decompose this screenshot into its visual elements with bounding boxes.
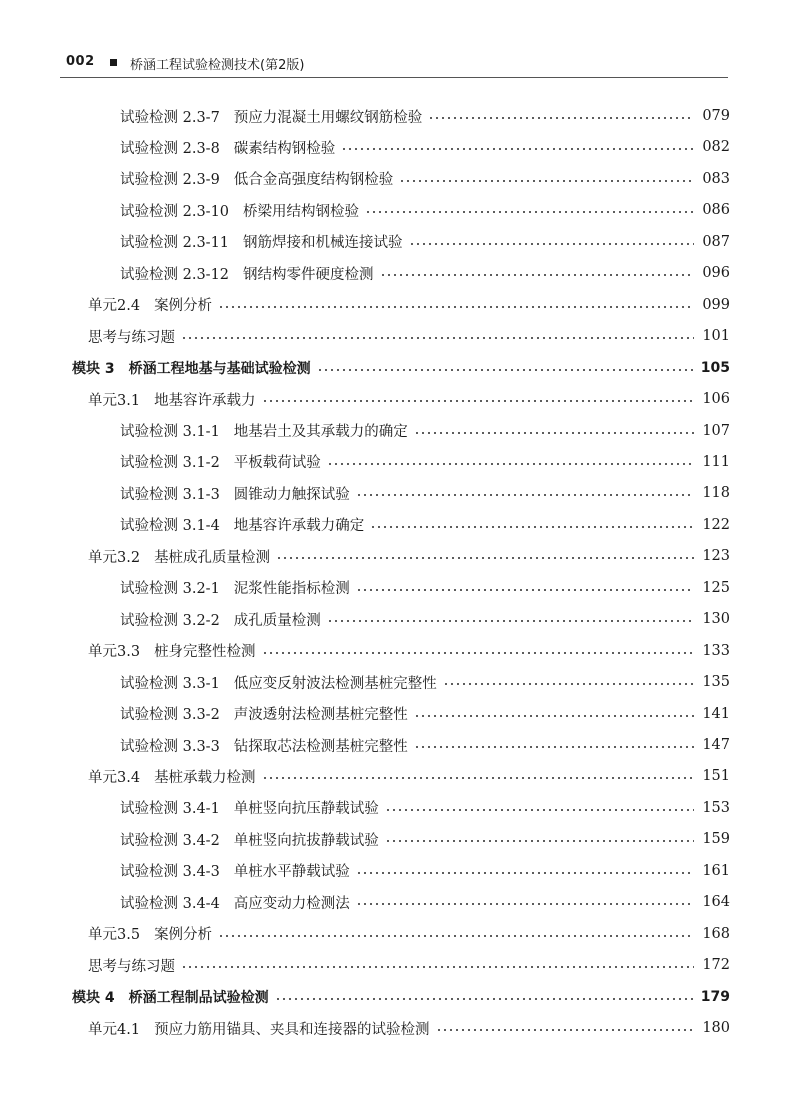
dot-leader: [276, 557, 694, 559]
toc-test-entry[interactable]: [120, 670, 730, 694]
toc-entry-title: 成孔质量检测: [233, 612, 321, 629]
toc-entry-number: 试验检测 2.3-8: [120, 140, 220, 157]
toc-unit-entry[interactable]: [88, 293, 730, 317]
toc-entry-page: 086: [702, 202, 730, 219]
toc-test-entry[interactable]: [120, 702, 730, 726]
toc-entry-page: 099: [702, 296, 730, 313]
toc-test-entry[interactable]: [120, 135, 730, 159]
toc-test-entry[interactable]: [120, 733, 730, 757]
toc-entry-number: 试验检测 3.4-2: [120, 832, 220, 849]
toc-entry-page: 083: [702, 170, 730, 187]
toc-test-entry[interactable]: [120, 481, 730, 505]
toc-entry-number: 试验检测 2.3-10: [120, 203, 230, 220]
toc-entry-number: 试验检测 3.4-1: [120, 801, 220, 818]
toc-entry-page: 159: [702, 831, 730, 848]
toc-entry-page: 105: [700, 359, 730, 376]
dot-leader: [436, 1029, 694, 1031]
toc-entry-number: 试验检测 3.2-2: [120, 612, 220, 629]
toc-entry-page: 180: [702, 1020, 730, 1037]
toc-test-entry[interactable]: [120, 576, 730, 600]
toc-unit-entry[interactable]: [88, 922, 730, 946]
toc-entry-title: 钢结构零件硬度检测: [243, 266, 374, 283]
toc-entry-title: 声波透射法检测基桩完整性: [233, 707, 408, 724]
toc-entry-page: 123: [702, 548, 730, 565]
dot-leader: [327, 463, 694, 465]
toc-entry-number: 试验检测 2.3-11: [120, 235, 230, 252]
toc-unit-entry[interactable]: [88, 324, 730, 348]
toc-entry-number: 单元3.5: [88, 927, 141, 944]
dot-leader: [409, 243, 694, 245]
toc-entry-page: 133: [702, 642, 730, 659]
toc-entry-page: 079: [702, 108, 730, 124]
toc-entry-title: 地基容许承载力确定: [233, 518, 365, 535]
dot-leader: [356, 903, 694, 905]
toc-entry-number: 试验检测 3.1-3: [120, 486, 220, 503]
toc-unit-entry[interactable]: [88, 544, 730, 568]
toc-entry-page: 168: [702, 925, 730, 942]
toc-test-entry[interactable]: [120, 419, 730, 443]
toc-entry-page: 118: [702, 485, 730, 502]
toc-test-entry[interactable]: [120, 167, 730, 191]
dot-leader: [356, 494, 694, 496]
toc-entry-number: 试验检测 2.3-7: [120, 109, 220, 126]
toc-entry-number: 模块 4: [72, 989, 115, 1006]
toc-test-entry[interactable]: [120, 513, 730, 537]
toc-entry-title: 思考与练习题: [88, 958, 175, 975]
dot-leader: [414, 746, 694, 748]
book-title: 桥涵工程试验检测技术(第2版): [130, 58, 305, 73]
toc-entry-page: 164: [702, 894, 730, 911]
toc-entry-number: 试验检测 3.4-4: [120, 895, 220, 912]
toc-entry-page: 107: [702, 422, 730, 439]
toc-module-entry[interactable]: [72, 356, 730, 380]
toc-entry-title: 单桩竖向抗压静载试验: [233, 801, 379, 818]
toc-entry-number: 试验检测 3.1-2: [120, 455, 220, 472]
toc-entry-page: 130: [702, 611, 730, 628]
toc-entry-title: 高应变动力检测法: [233, 895, 350, 912]
toc-entry-title: 思考与练习题: [88, 329, 175, 346]
dot-leader: [356, 589, 694, 591]
toc-entry-page: 141: [702, 705, 730, 722]
toc-entry-title: 预应力混凝土用螺纹钢筋检验: [233, 109, 423, 126]
toc-module-entry[interactable]: [72, 985, 730, 1009]
dot-leader: [370, 526, 694, 528]
toc-entry-title: 碳素结构钢检验: [233, 140, 336, 157]
toc-entry-page: 153: [702, 799, 730, 816]
toc-entry-number: 试验检测 3.3-1: [120, 675, 220, 692]
toc-entry-page: 151: [702, 768, 730, 785]
dot-leader: [414, 432, 694, 434]
toc-entry-number: 试验检测 2.3-9: [120, 172, 220, 189]
toc-entry-title: 平板载荷试验: [233, 455, 321, 472]
toc-entry-number: 模块 3: [72, 360, 115, 377]
dot-leader: [262, 400, 694, 402]
toc-entry-title: 低合金高强度结构钢检验: [233, 172, 394, 189]
toc-test-entry[interactable]: [120, 450, 730, 474]
toc-unit-entry[interactable]: [88, 764, 730, 788]
toc-entry-number: 单元3.2: [88, 549, 141, 566]
page-number: 002: [66, 54, 95, 69]
toc-entry-number: 试验检测 3.2-1: [120, 581, 220, 598]
toc-entry-page: 101: [702, 328, 730, 345]
dot-leader: [327, 620, 694, 622]
toc-entry-page: 122: [702, 516, 730, 533]
toc-entry-title: 案例分析: [154, 298, 213, 315]
toc-entry-title: 单桩竖向抗拔静载试验: [233, 832, 379, 849]
toc-entry-number: 试验检测 3.1-1: [120, 424, 220, 440]
toc-entry-title: 泥浆性能指标检测: [233, 581, 350, 598]
dot-leader: [181, 966, 694, 968]
dot-leader: [380, 274, 694, 276]
toc-entry-number: 试验检测 3.4-3: [120, 864, 220, 881]
toc-entry-number: 试验检测 3.3-3: [120, 738, 220, 755]
toc-test-entry[interactable]: [120, 796, 730, 820]
toc-entry-title: 地基容许承载力: [154, 392, 256, 409]
toc-entry-title: 桥涵工程地基与基础试验检测: [128, 360, 311, 377]
toc-entry-title: 低应变反射波法检测基桩完整性: [233, 675, 437, 692]
toc-entry-title: 基桩承载力检测: [154, 769, 256, 786]
toc-test-entry[interactable]: [120, 607, 730, 631]
toc-entry-title: 单桩水平静载试验: [233, 864, 350, 881]
square-bullet-icon: [110, 59, 117, 66]
toc-entry-page: 111: [702, 453, 730, 470]
toc-entry-number: 单元4.1: [88, 1021, 141, 1038]
toc-entry-page: 082: [702, 139, 730, 156]
toc-entry-title: 桥梁用结构钢检验: [243, 203, 360, 220]
dot-leader: [365, 211, 694, 213]
toc-unit-entry[interactable]: [88, 953, 730, 977]
dot-leader: [428, 117, 694, 119]
dot-leader: [414, 715, 694, 717]
dot-leader: [399, 180, 694, 182]
toc-entry-title: 圆锥动力触探试验: [233, 486, 350, 503]
toc-test-entry[interactable]: [120, 859, 730, 883]
toc-entry-page: 179: [700, 988, 730, 1005]
dot-leader: [262, 777, 694, 779]
dot-leader: [385, 809, 694, 811]
toc-test-entry[interactable]: [120, 104, 730, 128]
toc-unit-entry[interactable]: [88, 1016, 730, 1040]
dot-leader: [356, 872, 694, 874]
toc-entry-page: 106: [702, 391, 730, 408]
toc-entry-page: 135: [702, 674, 730, 691]
toc-entry-title: 地基岩土及其承载力的确定: [233, 424, 408, 440]
dot-leader: [218, 306, 694, 308]
dot-leader: [275, 998, 694, 1000]
toc-entry-number: 试验检测 2.3-12: [120, 266, 230, 283]
dot-leader: [218, 935, 694, 937]
toc-entry-number: 单元3.4: [88, 769, 141, 786]
toc-entry-title: 案例分析: [154, 927, 213, 944]
toc-entry-title: 基桩成孔质量检测: [154, 549, 271, 566]
header-rule: [60, 77, 728, 78]
toc-entry-page: 147: [702, 737, 730, 753]
dot-leader: [385, 840, 694, 842]
dot-leader: [181, 337, 694, 339]
toc-unit-entry[interactable]: [88, 387, 730, 411]
toc-test-entry[interactable]: [120, 261, 730, 285]
toc-entry-title: 钢筋焊接和机械连接试验: [243, 235, 403, 252]
toc-entry-number: 单元3.1: [88, 392, 141, 409]
toc-entry-title: 桥涵工程制品试验检测: [128, 989, 269, 1006]
toc-entry-title: 预应力筋用锚具、夹具和连接器的试验检测: [154, 1021, 430, 1038]
toc-entry-number: 单元2.4: [88, 298, 141, 315]
toc-unit-entry[interactable]: [88, 639, 730, 663]
dot-leader: [443, 683, 694, 685]
toc-entry-page: 172: [702, 957, 730, 974]
toc-entry-number: 试验检测 3.1-4: [120, 518, 220, 535]
dot-leader: [341, 148, 694, 150]
toc-entry-number: 单元3.3: [88, 644, 141, 661]
toc-test-entry[interactable]: [120, 198, 730, 222]
toc-entry-page: 087: [702, 233, 730, 250]
toc-test-entry[interactable]: [120, 890, 730, 914]
dot-leader: [317, 369, 694, 371]
toc-entry-page: 125: [702, 579, 730, 596]
toc-entry-number: 试验检测 3.3-2: [120, 707, 220, 724]
toc-test-entry[interactable]: [120, 827, 730, 851]
toc-entry-page: 096: [702, 265, 730, 282]
toc-entry-title: 桩身完整性检测: [154, 644, 256, 661]
toc-entry-page: 161: [702, 862, 730, 879]
toc-test-entry[interactable]: [120, 230, 730, 254]
toc-entry-title: 钻探取芯法检测基桩完整性: [233, 738, 408, 755]
page-header: [66, 52, 726, 74]
dot-leader: [262, 652, 694, 654]
